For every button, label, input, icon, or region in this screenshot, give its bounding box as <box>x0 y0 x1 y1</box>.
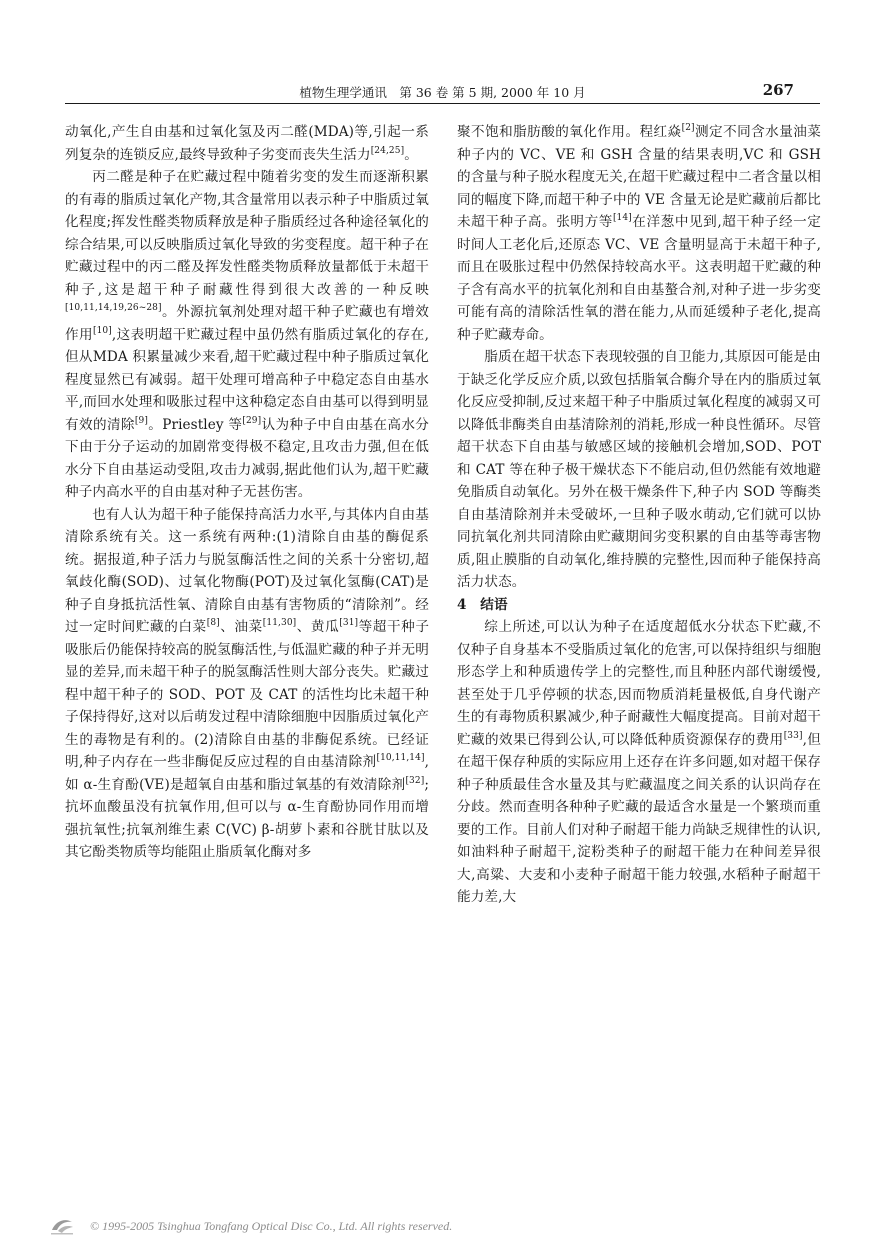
citation: [32] <box>405 775 425 786</box>
section-heading: 4 结语 <box>457 596 508 613</box>
paragraph-text: 丙二醛是种子在贮藏过程中随着劣变的发生而逐渐积累的有毒的脂质过氧化产物,其含量常用以表示种子中脂质过氧化程度;挥发性醛类物质释放是种子脂质经过各种途径氧化的综合结果,可以反映脂质过氧化导致的劣变程度。超干种子在贮藏过程中的丙二醛及挥发性醛类物质释放量都低于未超干种子,这是超干种子耐藏性得到很大改善的一种反映 <box>65 169 429 298</box>
paragraph-text: 、黄瓜 <box>296 619 340 635</box>
citation: [10,11,14,19,26~28] <box>65 303 162 313</box>
citation: [10] <box>93 325 112 336</box>
paragraph <box>65 504 429 864</box>
paragraph-text: 聚不饱和脂肪酸的氧化作用。程红焱 <box>457 124 682 140</box>
paragraph-text: 动氧化,产生自由基和过氧化氢及丙二醛(MDA)等,引起一系列复杂的连锁反应,最终导致种子劣变而丧失生活力 <box>65 124 429 163</box>
paragraph <box>457 121 821 346</box>
citation: [11,30] <box>262 618 297 628</box>
page-footer <box>48 1216 688 1238</box>
paragraph-text: ,但在超干保存种质的实际应用上还存在许多问题,如对超干保存种子种质最佳含水量及其与贮藏温度之间关系的认识尚存在分歧。然而查明各种种子贮藏的最适含水量是一个繁琐而重要的工作。目前人们对种子耐超干能力尚缺乏规律性的认识,如油料种子耐超干,淀粉类种子的耐超干能力在种间差异很大,高粱、大麦和小麦种子耐超干能力较强,水稻种子耐超干能力差,大 <box>457 731 821 905</box>
paragraph-text: 认为种子中自由基在高水分下由于分子运动的加剧常变得极不稳定,且攻击力强,但在低水分下自由基运动受阻,攻击力减弱,据此他们认为,超干贮藏种子内高水平的自由基对种子无甚伤害。 <box>65 416 430 500</box>
citation: [24,25] <box>370 145 405 156</box>
paragraph-text: 测定不同含水量油菜种子内的 VC、VE 和 GSH 含量的结果表明,VC 和 GSH 的含量与种子脱水程度无关,在超干贮藏过程中二者含量以相同的幅度下降,而超干种子中的 VE 含量无论是贮藏前后都比未超干种子高。张明方等 <box>457 124 821 230</box>
citation: [10,11,14] <box>376 753 425 763</box>
paragraph-text: ;抗坏血酸虽没有抗氧作用,但可以与 α-生育酚协同作用而增强抗氧性;抗氧剂维生素 C(VC) β-胡萝卜素和谷胱甘肽以及其它酚类物质等均能阻止脂质氧化酶对多 <box>65 776 429 860</box>
paragraph: 脂质在超干状态下表现较强的自卫能力,其原因可能是由于缺乏化学反应介质,以致包括脂氧合酶介导在内的脂质过氧化反应受抑制,反过来超干种子中脂质过氧化程度的减弱又可以降低非酶类自由基清除剂的消耗,形成一种良性循环。尽管超干状态下自由基与敏感区域的接触机会增加,SOD、POT 和 CAT 等在种子极干燥状态下不能启动,但仍然能有效地避免脂质自动氧化。另外在极干燥条件下,种子内 SOD 等酶类自由基清除剂并未受破坏,一旦种子吸水萌动,它们就可以协同抗氧化剂共同清除由贮藏期间劣变积累的自由基等毒害物质,阻止膜脂的自动氧化,维持膜的完整性,因而种子能保持高活力状态。 <box>457 349 821 590</box>
paragraph-text: 。外源抗氧剂处理对超干种子贮藏也有增效作用 <box>65 304 429 343</box>
left-column <box>65 121 429 864</box>
citation: [14] <box>612 213 632 223</box>
paragraph-text: 、油菜 <box>219 619 263 635</box>
paragraph <box>65 121 429 166</box>
paragraph-text: 。Priestley 等 <box>147 416 243 433</box>
cnki-logo-icon <box>48 1216 76 1236</box>
citation: [9] <box>134 415 148 426</box>
page-number: 267 <box>762 81 794 99</box>
paragraph-text: 在洋葱中见到,超干种子经一定时间人工老化后,还原态 VC、VE 含量明显高于未超干种子,而且在吸胀过程中仍然保持较高水平。这表明超干贮藏的种子含有高水平的抗氧化剂和自由基螯合剂,对种子进一步劣变可能有高的清除活性氧的潜在能力,从而延缓种子老化,提高种子贮藏寿命。 <box>457 214 821 343</box>
citation: [29] <box>242 415 262 426</box>
paragraph <box>65 166 429 504</box>
citation: [8] <box>206 618 220 628</box>
right-column <box>457 121 821 909</box>
paragraph-text: 也有人认为超干种子能保持高活力水平,与其体内自由基清除系统有关。这一系统有两种:(1)清除自由基的酶促系统。据报道,种子活力与脱氢酶活性之间的关系十分密切,超氧歧化酶(SOD)、过氧化物酶(POT)及过氧化氢酶(CAT)是种子自身抵抗活性氧、清除自由基有害物质的“清除剂”。经过一定时间贮藏的白菜 <box>65 506 429 635</box>
paragraph-text: 等超干种子吸胀后仍能保持较高的脱氢酶活性,与低温贮藏的种子并无明显的差异,而未超干种子的脱氢酶活性则大部分丧失。贮藏过程中超干种子的 SOD、POT 及 CAT 的活性均比未超干种子保持得好,这对以后萌发过程中清除细胞中因脂质过氧化产生的毒物是有利的。(2)清除自由基的非酶促系统。已经证明,种子内存在一些非酶促反应过程的自由基清除剂 <box>65 619 430 770</box>
journal-title: 植物生理学通讯 第 36 卷 第 5 期, 2000 年 10 月 <box>299 85 586 100</box>
paragraph-text: 。 <box>404 146 418 163</box>
citation: [2] <box>681 123 695 133</box>
citation: [31] <box>339 618 359 628</box>
citation: [33] <box>783 730 803 741</box>
paragraph-text: ,这表明超干贮藏过程中虽仍然有脂质过氧化的存在,但从MDA 积累量减少来看,超干贮藏过程中种子脂质过氧化程度显然已有减弱。超干处理可增高种子中稳定态自由基水平,而回水处理和吸胀过程中这种稳定态自由基可以得到明显有效的清除 <box>65 326 429 433</box>
running-header <box>65 81 820 104</box>
copyright-notice: © 1995-2005 Tsinghua Tongfang Optical Disc Co., Ltd. All rights reserved. <box>90 1219 453 1233</box>
paragraph-text: 综上所述,可以认为种子在适度超低水分状态下贮藏,不仅种子自身基本不受脂质过氧化的危害,可以保持组织与细胞形态学上和种质遗传学上的完整性,而且种胚内部代谢缓慢,甚至处于几乎停顿的状态,因而物质消耗量极低,自身代谢产生的有毒物质积累减少,种子耐藏性大幅度提高。目前对超干贮藏的效果已得到公认,可以降低种质资源保存的费用 <box>457 619 821 748</box>
paragraph <box>457 616 821 909</box>
paragraph-text: ,如 α-生育酚(VE)是超氧自由基和脂过氧基的有效清除剂 <box>65 754 429 793</box>
